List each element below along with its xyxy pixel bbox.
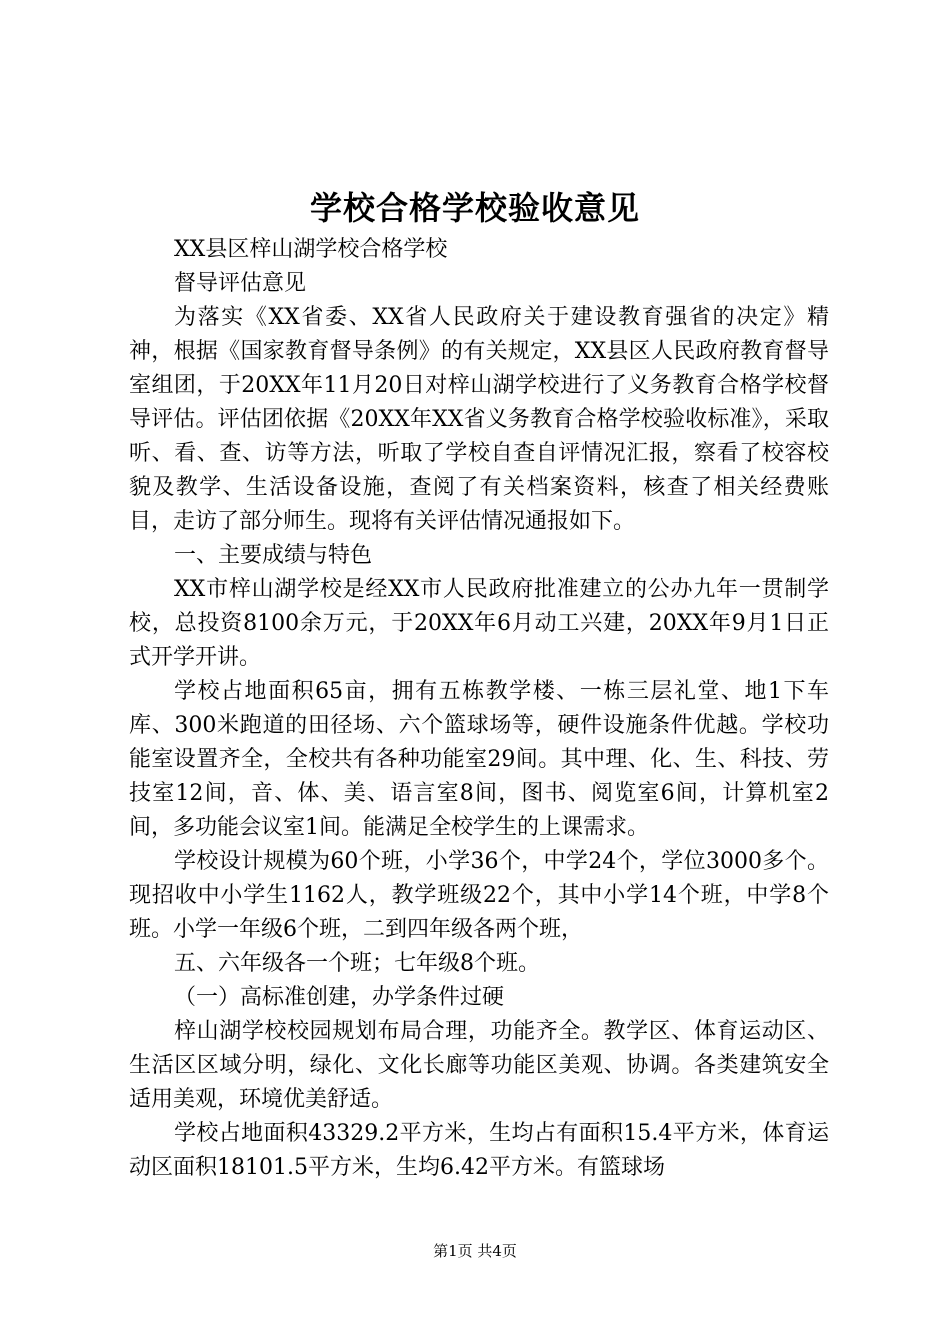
paragraph-opinion-heading: 督导评估意见 bbox=[174, 271, 307, 296]
page-footer: 第1页 共4页 bbox=[433, 1242, 517, 1260]
document-title: 学校合格学校验收意见 bbox=[309, 189, 640, 227]
paragraph-intro: 为落实《XX省委、XX省人民政府关于建设教育强省的决定》精神，根据《国家教育督导条例》的有关规定，XX县区人民政府教育督导室组团，于20XX年11月20日对梓山湖学校进行了义务教育合格学校督导评估。评估团依据《20XX年XX省义务教育合格学校验收标准》，采取听、看、查、访等方法，听取了学校自查自评情况汇报，察看了校容校貌及教学、生活设备设施，查阅了有关档案资料，核查了相关经费账目，走访了部分师生。现将有关评估情况通报如下。 bbox=[129, 305, 829, 534]
paragraph-scale: 学校设计规模为60个班，小学36个，中学24个，学位3000多个。现招收中小学生1162人，教学班级22个，其中小学14个班，中学8个班。小学一年级6个班，二到四年级各两个班， bbox=[129, 849, 829, 942]
paragraph-school-name: XX县区梓山湖学校合格学校 bbox=[174, 237, 448, 262]
paragraph-area-stats: 学校占地面积43329.2平方米，生均占有面积15.4平方米，体育运动区面积18101.5平方米，生均6.42平方米。有篮球场 bbox=[129, 1121, 829, 1180]
section-heading-achievements: 一、主要成绩与特色 bbox=[174, 543, 373, 568]
paragraph-school-overview: XX市梓山湖学校是经XX市人民政府批准建立的公办九年一贯制学校，总投资8100余万元，于20XX年6月动工兴建，20XX年9月1日正式开学开讲。 bbox=[129, 577, 829, 670]
paragraph-campus-layout: 梓山湖学校校园规划布局合理，功能齐全。教学区、体育运动区、生活区区域分明，绿化、文化长廊等功能区美观、协调。各类建筑安全适用美观，环境优美舒适。 bbox=[129, 1019, 829, 1112]
paragraph-grades: 五、六年级各一个班；七年级8个班。 bbox=[174, 951, 540, 976]
paragraph-facilities: 学校占地面积65亩，拥有五栋教学楼、一栋三层礼堂、地1下车库、300米跑道的田径场、六个篮球场等，硬件设施条件优越。学校功能室设置齐全，全校共有各种功能室29间。其中理、化、生、科技、劳技室12间，音、体、美、语言室8间，图书、阅览室6间，计算机室2间，多功能会议室1间。能满足全校学生的上课需求。 bbox=[129, 679, 829, 840]
document-body bbox=[129, 233, 829, 1185]
subsection-heading-standards: （一）高标准创建，办学条件过硬 bbox=[174, 985, 505, 1010]
